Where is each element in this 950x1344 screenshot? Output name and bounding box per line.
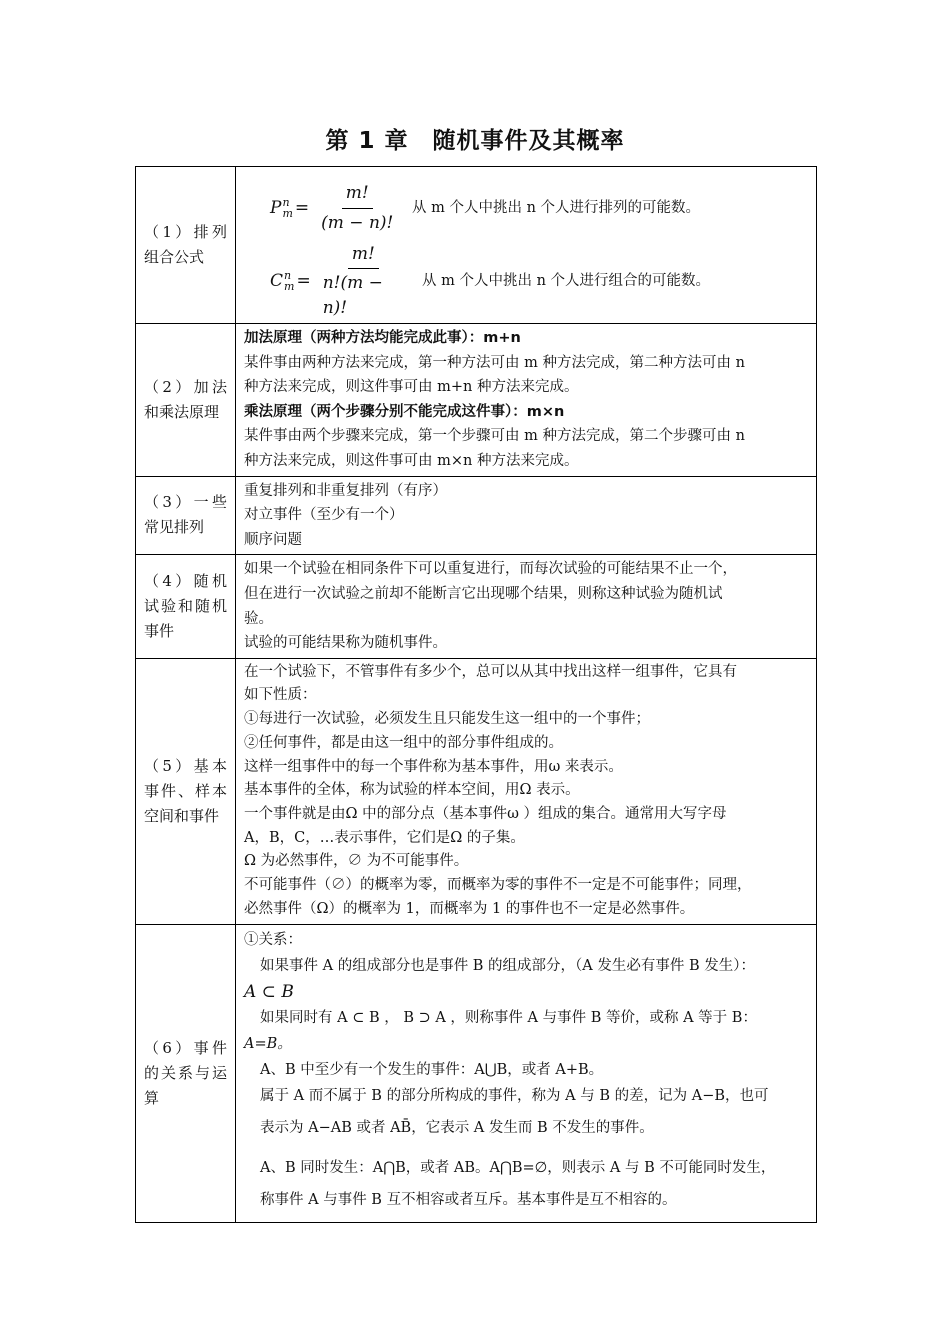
row-label: （4）随机试验和随机事件 [136, 555, 236, 658]
content-line: ①关系： [244, 931, 302, 948]
row-label: （2）加法和乘法原理 [136, 324, 236, 477]
content-line: 某件事由两种方法来完成，第一种方法可由 m 种方法完成，第二种方法可由 n [244, 354, 745, 371]
content-line: 某件事由两个步骤来完成，第一个步骤可由 m 种方法完成，第二个步骤可由 n [244, 428, 745, 445]
content-line: 但在进行一次试验之前却不能断言它出现哪个结果，则称这种试验为随机试 [244, 585, 723, 602]
row-label: （3）一些常见排列 [136, 476, 236, 555]
permutation-formula [270, 177, 808, 239]
content-line: A、B 中至少有一个发生的事件：A⋃B，或者 A+B。 [260, 1061, 604, 1078]
table-row [136, 658, 817, 924]
content-line: 不可能事件（∅）的概率为零，而概率为零的事件不一定是不可能事件；同理， [244, 877, 752, 894]
content-line: ①每进行一次试验，必须发生且只能发生这一组中的一个事件； [244, 711, 650, 728]
content-line: 乘法原理（两个步骤分别不能完成这件事）：m×n [244, 403, 565, 420]
formula-sup: n [282, 196, 290, 209]
content-line: 必然事件（Ω）的概率为 1，而概率为 1 的事件也不一定是必然事件。 [244, 900, 695, 917]
content-line: 一个事件就是由Ω 中的部分点（基本事件ω ）组成的集合。通常用大写字母 [244, 805, 727, 822]
row-content [236, 167, 817, 324]
content-line: 试验的可能结果称为随机事件。 [244, 635, 447, 652]
content-line: 验。 [244, 610, 273, 627]
row-label: （5）基本事件、样本空间和事件 [136, 658, 236, 924]
formula-numerator: m! [342, 181, 373, 209]
formula-sup: n [284, 269, 292, 282]
content-line: A=B。 [244, 1035, 292, 1052]
content-line: 在一个试验下，不管事件有多少个，总可以从其中找出这样一组事件，它具有 [244, 663, 737, 680]
formula-denominator: (m − n)! [321, 212, 394, 233]
row-content [236, 555, 817, 658]
page-title: 第 1 章 随机事件及其概率 [325, 128, 625, 154]
content-line: 加法原理（两种方法均能完成此事）：m+n [244, 330, 521, 346]
content-line: A ⊂ B [244, 981, 294, 1002]
table-row [136, 555, 817, 658]
combination-formula [270, 245, 808, 317]
content-line: ②任何事件，都是由这一组中的部分事件组成的。 [244, 734, 563, 751]
content-line: 如果同时有 A ⊂ B ， B ⊃ A ，则称事件 A 与事件 B 等价，或称 A 等于 B： [260, 1009, 757, 1026]
content-line: 称事件 A 与事件 B 互不相容或者互斥。基本事件是互不相容的。 [260, 1191, 677, 1208]
content-line: 如果事件 A 的组成部分也是事件 B 的组成部分，（A 发生必有事件 B 发生）： [260, 957, 756, 974]
content-line: 对立事件（至少有一个） [244, 507, 404, 524]
row-label: （1）排列组合公式 [136, 167, 236, 324]
content-line: 重复排列和非重复排列（有序） [244, 482, 447, 499]
content-line: A、B 同时发生：A⋂B，或者 AB。A⋂B=∅，则表示 A 与 B 不可能同时发生， [260, 1159, 776, 1176]
content-line: 表示为 A−AB 或者 AB̄，它表示 A 发生而 B 不发生的事件。 [260, 1119, 654, 1136]
formula-eq: = [294, 197, 310, 218]
content-line: 基本事件的全体，称为试验的样本空间，用Ω 表示。 [244, 782, 580, 799]
content-line: 这样一组事件中的每一个事件称为基本事件，用ω 来表示。 [244, 758, 623, 775]
formula-denominator: n!(m − n)! [322, 273, 383, 318]
table-row [136, 324, 817, 477]
row-content [236, 324, 817, 477]
content-line: 顺序问题 [244, 531, 302, 548]
content-line: A，B，C，…表示事件，它们是Ω 的子集。 [244, 829, 525, 846]
formula-description: 从 m 个人中挑出 n 个人进行组合的可能数。 [422, 272, 711, 289]
row-label: （6）事件的关系与运算 [136, 924, 236, 1222]
summary-table [135, 166, 817, 1223]
formula-sub: m [282, 207, 293, 220]
row-content [236, 924, 817, 1222]
formula-lhs: C [270, 270, 284, 291]
row-content [236, 658, 817, 924]
formula-sub: m [284, 280, 295, 293]
content-line: 属于 A 而不属于 B 的部分所构成的事件，称为 A 与 B 的差，记为 A−B，也可 [260, 1087, 769, 1104]
formula-eq: = [296, 270, 311, 291]
formula-numerator: m! [348, 242, 379, 270]
formula-lhs: P [270, 197, 282, 218]
table-row [136, 476, 817, 555]
content-line: 如下性质： [244, 687, 317, 704]
content-line: 种方法来完成，则这件事可由 m+n 种方法来完成。 [244, 379, 579, 396]
content-line: 种方法来完成，则这件事可由 m×n 种方法来完成。 [244, 452, 579, 469]
content-line: Ω 为必然事件，∅ 为不可能事件。 [244, 853, 469, 870]
table-row [136, 924, 817, 1222]
formula-description: 从 m 个人中挑出 n 个人进行排列的可能数。 [412, 199, 701, 216]
row-content [236, 476, 817, 555]
table-row [136, 167, 817, 324]
content-line: 如果一个试验在相同条件下可以重复进行，而每次试验的可能结果不止一个， [244, 561, 737, 578]
